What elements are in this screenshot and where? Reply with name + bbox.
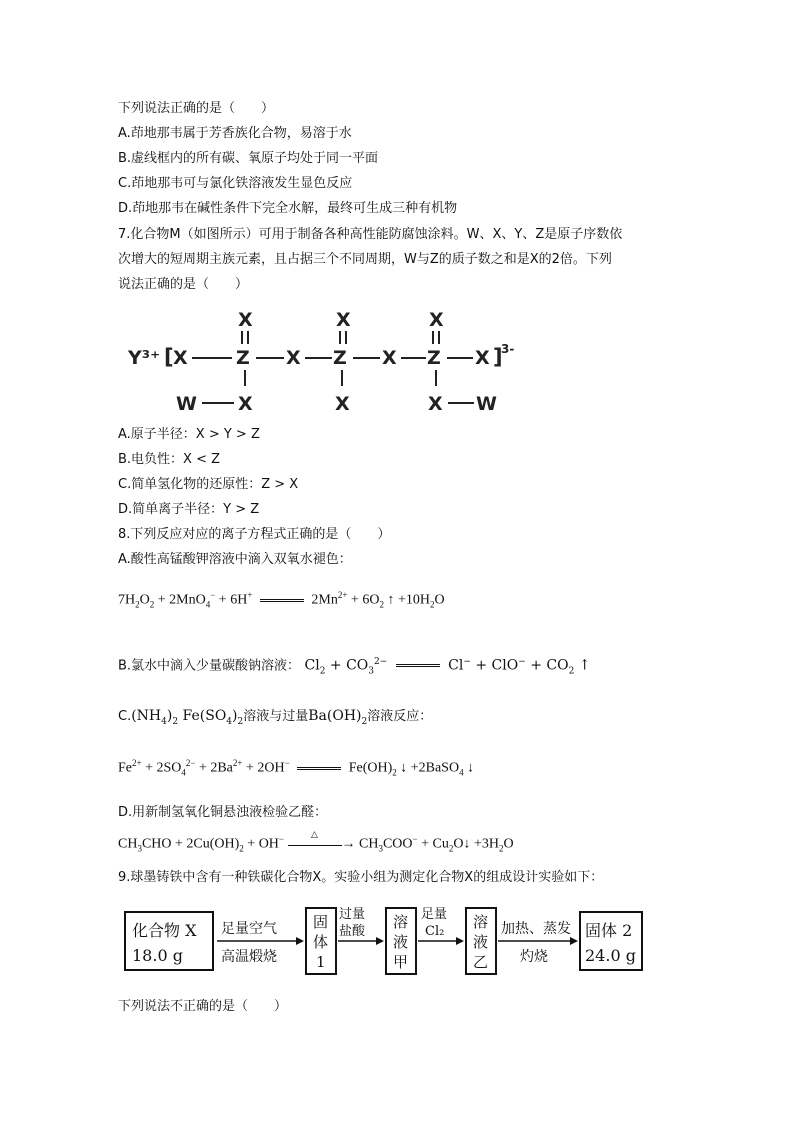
q8-option-d-label: D.用新制氢氧化铜悬浊液检验乙醛： (118, 805, 328, 820)
box-solution-b-char1: 溶 (473, 913, 489, 931)
heat-symbol: △ (311, 828, 318, 839)
arrow2-top-label1: 过量 (339, 907, 366, 922)
atom-w-left: W (176, 393, 197, 414)
experiment-flowchart (124, 906, 654, 978)
atom-x-bridge-1: X (286, 347, 301, 369)
arrow1-bottom-label: 高温煅烧 (221, 949, 277, 965)
equation-d: $CH_3CHO + 2Cu(OH)_2 + OH^-$ △ → $CH_3COO^-$ + $Cu_2O↓ +3H_2O$ (118, 828, 514, 854)
atom-x-right: X (475, 347, 490, 369)
box-solution-a-char3: 甲 (393, 953, 409, 971)
box-solution-a-char2: 液 (393, 933, 409, 951)
arrow4-bottom-label: 灼烧 (520, 949, 548, 965)
arrow4-head (570, 937, 578, 945)
atom-x-bottom-1: X (238, 393, 253, 414)
atom-x-bottom-3: X (428, 393, 443, 414)
box-solid-1-char3: 1 (316, 953, 326, 971)
q8-option-a-label: A.酸性高锰酸钾溶液中滴入双氧水褪色： (118, 552, 352, 567)
box-solution-a-char1: 溶 (393, 913, 409, 931)
equation-c: $Fe^{2+} + 2SO_4^{2-} + 2Ba^{2+} + 2OH^-$ $Fe(OH)_2$ ↓ +2BaSO$_4$ ↓ (118, 758, 475, 778)
box-solid-2-line2: 24.0 g (585, 946, 636, 965)
q7-option-c: C.简单氢化物的还原性：Z > X (118, 477, 299, 492)
q8-option-c-post: 溶液反应： (367, 709, 433, 724)
q7-stem-line1: 7.化合物M（如图所示）可用于制备各种高性能防腐蚀涂料。W、X、Y、Z是原子序数依 (118, 227, 623, 242)
equals-arrow (260, 599, 304, 602)
compound-m-structure (128, 306, 528, 414)
box-compound-x-line2: 18.0 g (132, 946, 183, 965)
arrow1-top-label: 足量空气 (221, 921, 277, 937)
arrow2-top-label2: 盐酸 (339, 924, 366, 939)
box-solution-b-char2: 液 (473, 933, 489, 951)
q8-option-c-label: $C.(NH_4)_2$ $Fe(SO_4)_2$溶液与过量$Ba(OH)_2$溶液反应： (118, 708, 433, 727)
q7-stem-line3: 说法正确的是（ ） (118, 277, 249, 292)
q6-option-a: A.茚地那韦属于芳香族化合物，易溶于水 (118, 126, 352, 141)
arrow3-top-label2: Cl₂ (425, 924, 445, 939)
atom-x-left: X (173, 347, 188, 369)
q6-option-c: C.茚地那韦可与氯化铁溶液发生显色反应 (118, 176, 353, 191)
box-solid-1-char1: 固 (313, 913, 329, 931)
q7-option-a: A.原子半径：X > Y > Z (118, 427, 260, 442)
q8-option-b-label: B.氯水中滴入少量碳酸钠溶液： (118, 658, 301, 674)
open-bracket: [ (164, 345, 174, 369)
atom-w-right: W (476, 393, 497, 414)
q8-option-c-prefix: C. (118, 709, 132, 724)
atom-x-top-1: X (238, 309, 253, 331)
arrow2-head (376, 937, 384, 945)
close-bracket: ] (493, 345, 503, 369)
box-solid-1-char2: 体 (313, 933, 329, 951)
arrow4-top-label: 加热、蒸发 (501, 921, 571, 937)
heat-arrow (288, 828, 342, 846)
atom-x-top-2: X (336, 309, 351, 331)
q7-option-d: D.简单离子半径：Y > Z (118, 502, 260, 517)
q7-option-b: B.电负性：X < Z (118, 452, 221, 467)
atom-x-bottom-2: X (335, 393, 350, 414)
q6-stem: 下列说法正确的是（ ） (118, 101, 275, 116)
equals-arrow (297, 767, 341, 770)
atom-z-3: Z (427, 347, 441, 369)
q8-stem: 8.下列反应对应的离子方程式正确的是（ ） (118, 527, 391, 542)
equation-a: $7H_2O_2 + 2MnO_4^- + 6H^+$ $2Mn^{2+} + 6O_2$ ↑ $+10H_2O$ (118, 590, 445, 610)
box-solution-b-char3: 乙 (473, 953, 489, 971)
q7-stem-line2: 次增大的短周期主族元素，且占据三个不同周期，W与Z的质子数之和是X的2倍。下列 (118, 252, 612, 267)
q8-option-b: B.氯水中滴入少量碳酸钠溶液： $Cl_2 + CO_3^{2-}$ $Cl^- + ClO^- + CO_2$ ↑ (118, 657, 591, 677)
q8-option-c-mid: 溶液与过量 (243, 709, 309, 724)
arrow1-head (296, 937, 304, 945)
arrow3-top-label1: 足量 (421, 907, 448, 922)
atom-z-1: Z (236, 347, 250, 369)
arrow3-head (456, 937, 464, 945)
equals-arrow (396, 664, 440, 667)
box-compound-x-line1: 化合物 X (132, 921, 197, 940)
q6-option-b: B.虚线框内的所有碳、氧原子均处于同一平面 (118, 151, 379, 166)
atom-x-top-3: X (429, 309, 444, 331)
anion-charge: 3- (501, 342, 515, 356)
atom-z-2: Z (333, 347, 347, 369)
box-solid-2-line1: 固体 2 (585, 921, 633, 940)
atom-x-bridge-2: X (382, 347, 397, 369)
q9-tail: 下列说法不正确的是（ ） (118, 999, 288, 1014)
q9-stem: 9.球墨铸铁中含有一种铁碳化合物X。实验小组为测定化合物X的组成设计实验如下： (118, 870, 604, 885)
cation-y: Y³⁺ (128, 347, 161, 369)
q6-option-d: D.茚地那韦在碱性条件下完全水解，最终可生成三种有机物 (118, 201, 458, 216)
